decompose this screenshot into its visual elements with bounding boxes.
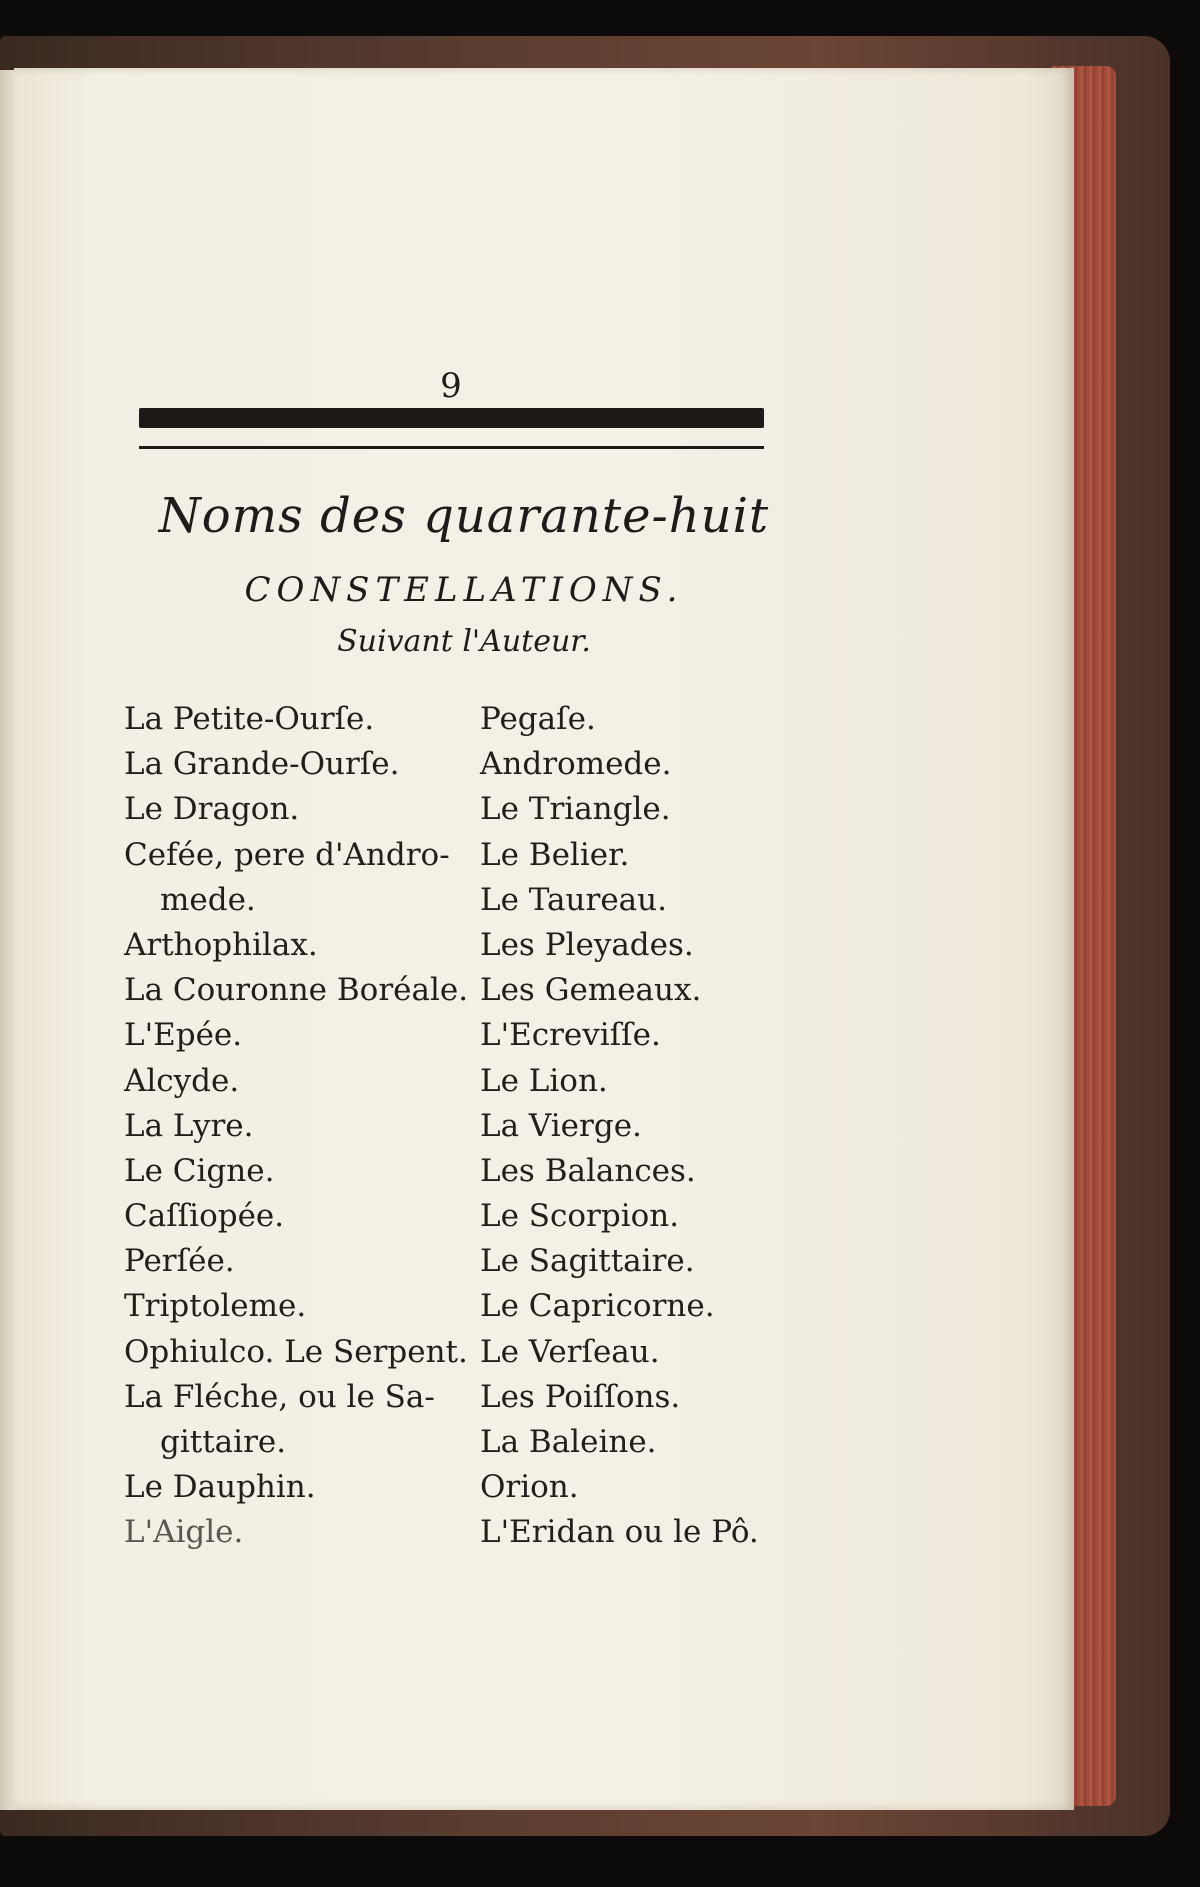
list-item: Les Poiſſons. bbox=[480, 1378, 681, 1415]
list-item: Le Cigne. bbox=[124, 1152, 275, 1189]
list-item: Le Verſeau. bbox=[480, 1333, 660, 1370]
list-item: Alcyde. bbox=[124, 1062, 240, 1099]
list-item: Le Taureau. bbox=[480, 881, 667, 918]
list-item: Le Belier. bbox=[480, 836, 630, 873]
list-item: Le Capricorne. bbox=[480, 1288, 715, 1325]
list-item: Pegaſe. bbox=[480, 701, 596, 737]
header-rule-thin bbox=[139, 446, 764, 449]
constellation-list-right bbox=[480, 697, 810, 1556]
list-item: Orion. bbox=[480, 1469, 579, 1506]
list-item: Le Dragon. bbox=[124, 791, 300, 828]
constellation-list-left bbox=[124, 697, 469, 1556]
list-item: La Vierge. bbox=[480, 1107, 642, 1144]
list-item: Les Pleyades. bbox=[480, 926, 694, 963]
list-item: L'Aigle. bbox=[124, 1514, 244, 1551]
list-item: La Baleine. bbox=[480, 1424, 657, 1460]
header-rule-thick bbox=[139, 408, 764, 428]
list-item: Le Lion. bbox=[480, 1062, 608, 1099]
page-title: Noms des quarante-huit bbox=[158, 488, 770, 544]
page-subtitle: CONSTELLATIONS. bbox=[244, 570, 684, 610]
list-item: L'Epée. bbox=[124, 1017, 243, 1054]
list-item: Caſſiopée. bbox=[124, 1198, 285, 1235]
list-item: Ceféе, pere d'Andro- bbox=[124, 836, 450, 873]
list-item: Le Sagittaire. bbox=[480, 1243, 695, 1280]
list-item: Le Dauphin. bbox=[124, 1469, 316, 1506]
list-item: Le Triangle. bbox=[480, 791, 671, 828]
list-item: La Grande-Ourſe. bbox=[124, 746, 400, 783]
page-number: 9 bbox=[440, 366, 462, 406]
list-item: Ophiulco. Le Serpent. bbox=[124, 1333, 468, 1370]
list-item: Perſée. bbox=[124, 1243, 235, 1280]
list-item: La Fléche, ou le Sa- bbox=[124, 1378, 435, 1415]
list-item-continuation: mede. bbox=[160, 881, 256, 918]
list-item: La Couronne Boréale. bbox=[124, 972, 469, 1009]
list-item: Les Gemeaux. bbox=[480, 972, 702, 1009]
list-item: Triptoleme. bbox=[124, 1288, 307, 1325]
list-item: Les Balances. bbox=[480, 1152, 696, 1189]
list-item: Le Scorpion. bbox=[480, 1198, 680, 1235]
list-item: L'Ecreviſſe. bbox=[480, 1017, 661, 1054]
list-item-continuation: gittaire. bbox=[160, 1424, 287, 1460]
book-page bbox=[14, 68, 1074, 1810]
page-attribution: Suivant l'Auteur. bbox=[337, 624, 591, 659]
list-item: Andromede. bbox=[480, 746, 672, 783]
list-item: Arthophilax. bbox=[124, 926, 318, 963]
list-item: L'Eridan ou le Pô. bbox=[480, 1514, 759, 1551]
list-item: La Lyre. bbox=[124, 1107, 254, 1144]
list-item: La Petite-Ourſe. bbox=[124, 701, 375, 737]
